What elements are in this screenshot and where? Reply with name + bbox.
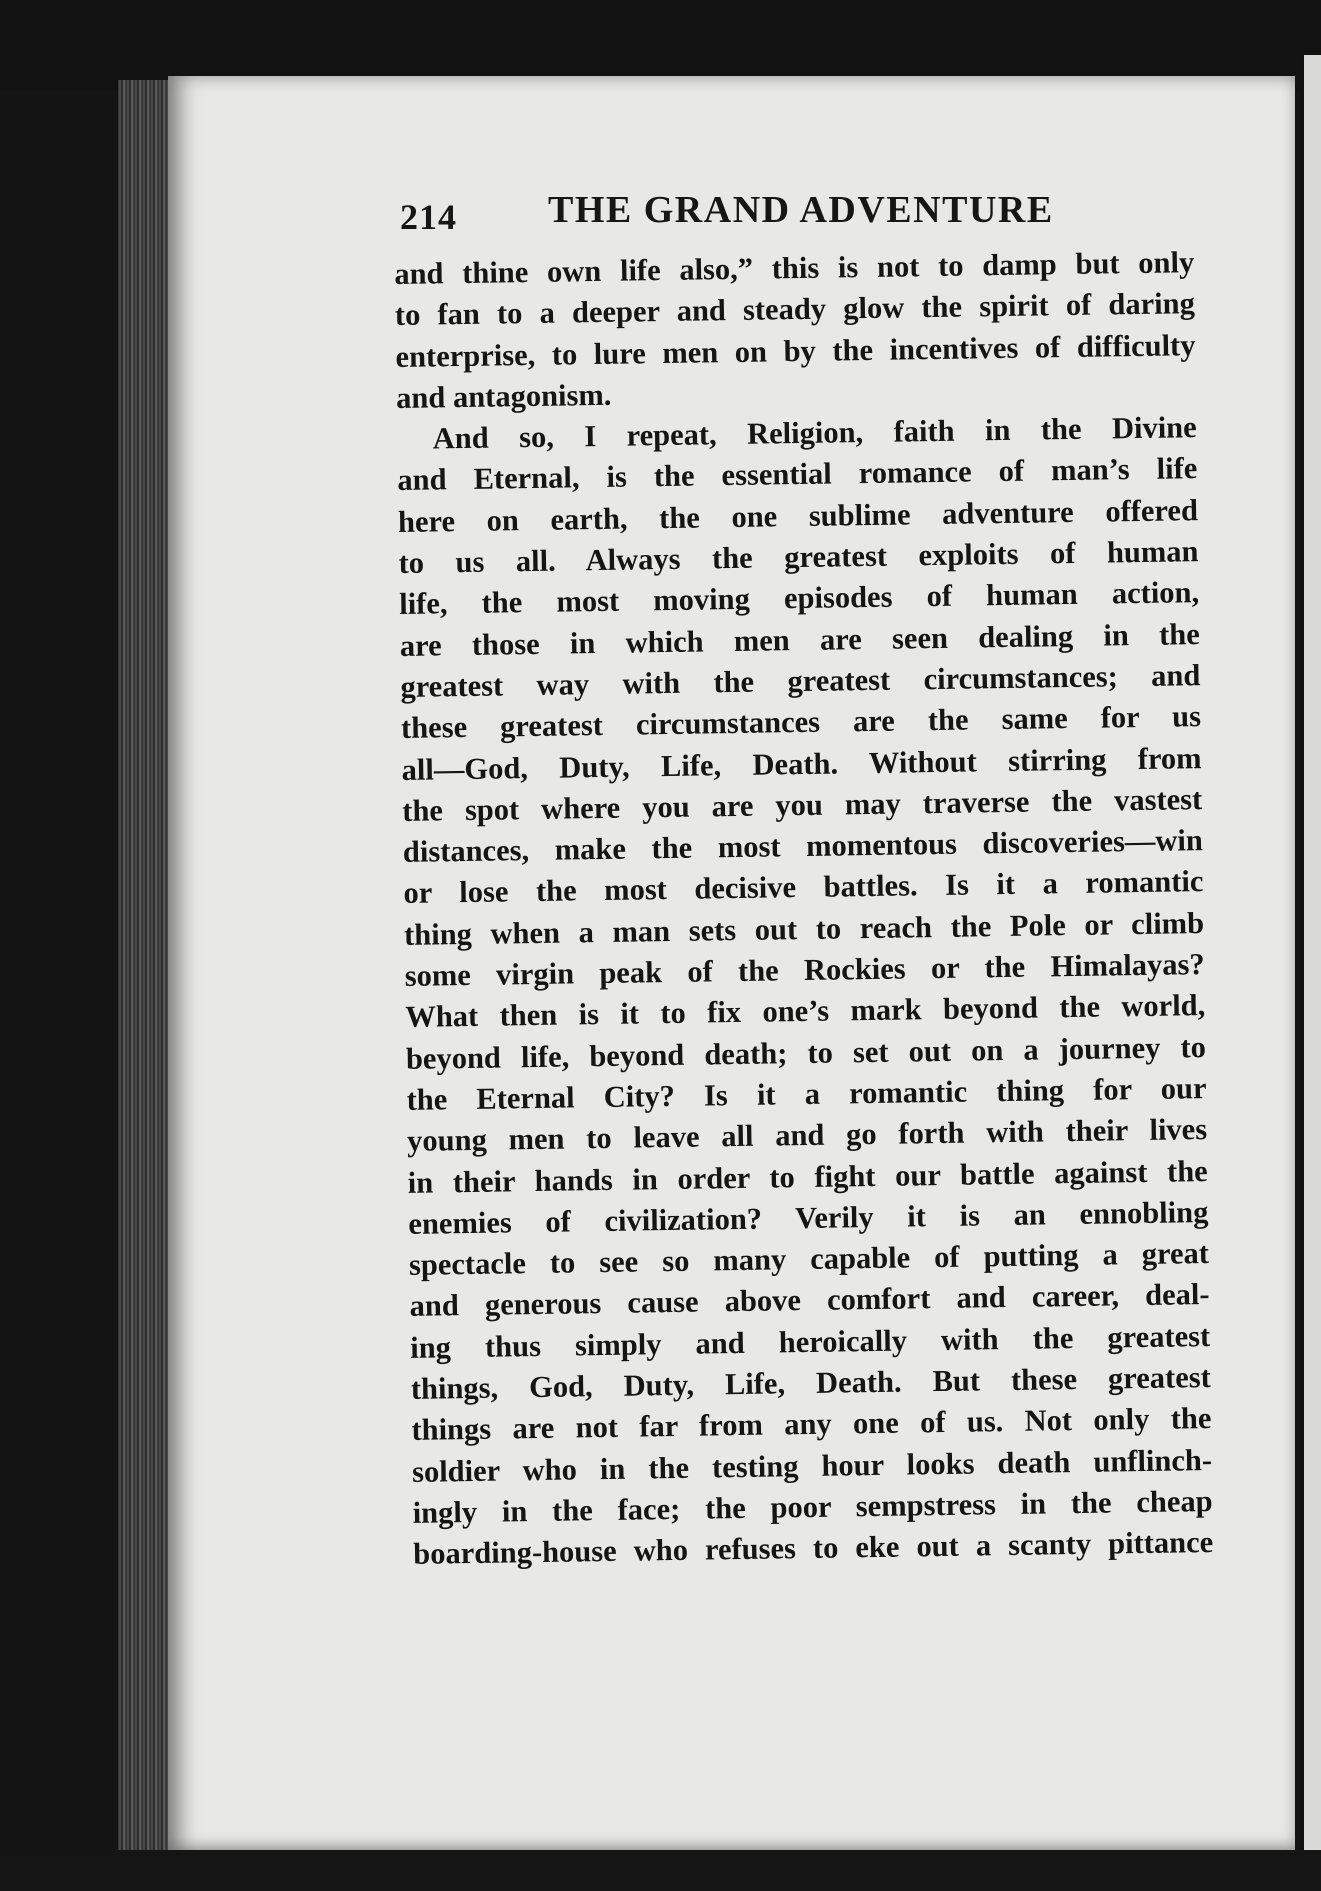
facing-page-edge	[1300, 55, 1321, 1891]
text-line: all—God, Duty, Life, Death. Without stirring from	[401, 740, 1202, 787]
text-line: some virgin peak of the Rockies or the Himalayas?	[404, 947, 1205, 993]
text-line: enemies of civilization? Verily it is an ennobling	[408, 1194, 1209, 1241]
scan-background-bottom	[0, 1850, 1321, 1891]
text-line: ing thus simply and heroically with the greatest	[409, 1318, 1211, 1365]
text-line: beyond life, beyond death; to set out on a journey to	[405, 1029, 1207, 1076]
text-line: here on earth, the one sublime adventure offered	[397, 492, 1199, 539]
text-line: soldier who in the testing hour looks death unflinch-	[411, 1442, 1213, 1489]
running-head: THE GRAND ADVENTURE	[548, 189, 1054, 231]
text-line: enterprise, to lure men on by the incentives of difficulty	[395, 327, 1196, 374]
text-line: the Eternal City? Is it a romantic thing for our	[406, 1070, 1207, 1117]
text-line: or lose the most decisive battles. Is it a romantic	[403, 864, 1204, 911]
text-line: What then is it to fix one’s mark beyond the world,	[405, 988, 1206, 1035]
text-line: things, God, Duty, Life, Death. But these greatest	[410, 1360, 1212, 1406]
text-line: young men to leave all and go forth with their lives	[406, 1112, 1208, 1159]
text-line: the spot where you are you may traverse the vastest	[402, 781, 1203, 828]
text-line: in their hands in order to fight our battle against the	[407, 1153, 1208, 1200]
text-line: life, the most moving episodes of human action,	[398, 575, 1200, 622]
text-line: and generous cause above comfort and career, deal-	[409, 1277, 1210, 1324]
text-line: thing when a man sets out to reach the Pole or climb	[403, 905, 1205, 952]
text-line: distances, make the most momentous discoveries—win	[402, 823, 1204, 870]
text-line: and thine own life also,” this is not to damp but only	[394, 245, 1195, 291]
text-line: are those in which men are seen dealing in the	[399, 616, 1200, 663]
text-line: to fan to a deeper and steady glow the spirit of daring	[394, 286, 1196, 333]
text-line: and antagonism.	[395, 377, 612, 415]
text-line: these greatest circumstances are the same for us	[400, 699, 1202, 746]
page-header	[400, 188, 1100, 238]
text-line: And so, I repeat, Religion, faith in the Divine	[432, 410, 1197, 456]
text-line: boarding-house who refuses to eke out a scanty pittance	[413, 1525, 1214, 1572]
text-line: greatest way with the greatest circumstances; and	[400, 658, 1201, 704]
page-body-text	[394, 242, 1214, 1575]
text-line: spectacle to see so many capable of putting a great	[408, 1236, 1210, 1283]
text-line: to us all. Always the greatest exploits of human	[398, 534, 1199, 581]
text-line: ingly in the face; the poor sempstress in the cheap	[412, 1483, 1213, 1530]
text-line: and Eternal, is the essential romance of man’s life	[397, 451, 1198, 498]
page-number: 214	[400, 197, 457, 237]
text-line: things are not far from any one of us. Not only the	[411, 1401, 1212, 1448]
